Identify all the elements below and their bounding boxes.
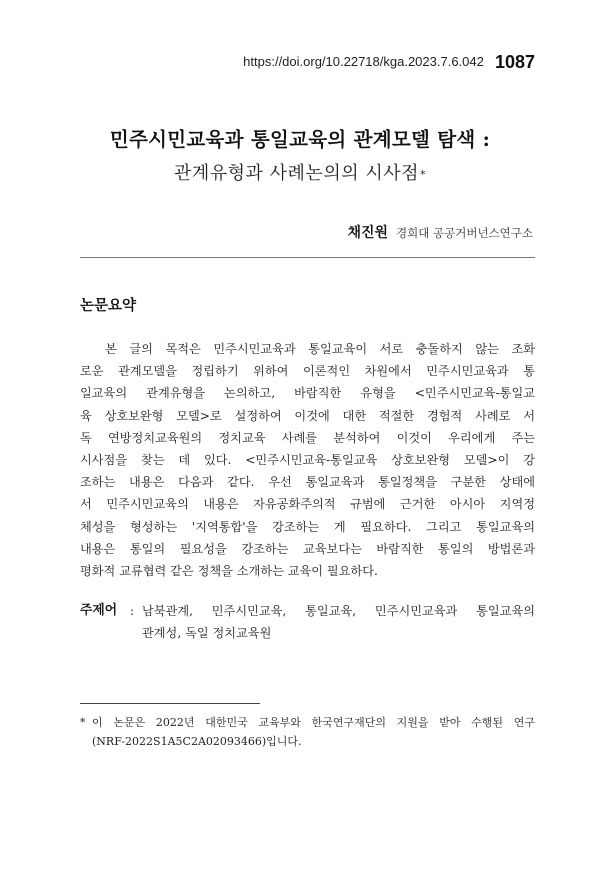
title-footnote-marker: * [420, 168, 426, 181]
abstract-body [80, 338, 535, 582]
abstract-line: 일교육의 관계유형을 논의하고, 바람직한 유형을 <민주시민교육-통일교 [80, 386, 535, 401]
paper-subtitle [60, 159, 540, 185]
keywords-line: 관계성, 독일 정치교육원 [142, 626, 272, 640]
doi-link[interactable]: https://doi.org/10.22718/kga.2023.7.6.042 [243, 54, 484, 69]
abstract-line: 본 글의 목적은 민주시민교육과 통일교육이 서로 충돌하지 않는 조화 [80, 342, 535, 356]
abstract-line: 독 연방정치교육원의 정치교육 사례를 분석하여 이것이 우리에게 주는 [80, 430, 535, 445]
keywords-line: 남북관계, 민주시민교육, 통일교육, 민주시민교육과 통일교육의 [142, 604, 535, 618]
abstract-line: 평화적 교류협력 같은 정책을 소개하는 교육이 필요하다. [80, 563, 378, 578]
abstract-line: 조하는 내용은 다음과 같다. 우선 통일교육과 통일정책을 구분한 상태에 [80, 475, 535, 490]
header-divider [80, 257, 535, 258]
keywords-label: 주제어 [80, 603, 118, 618]
abstract-heading: 논문요약 [80, 298, 137, 314]
author-name: 채진원 [347, 225, 389, 241]
page-header [0, 52, 535, 73]
title-block [60, 124, 540, 185]
keywords-colon: : [130, 604, 135, 618]
abstract-line: 서 민주시민교육의 내용은 자유공화주의적 규범에 근거한 아시아 지역정 [80, 497, 535, 512]
footnote [80, 713, 535, 751]
abstract-line: 체성을 형성하는 '지역통합'을 강조하는 게 필요하다. 그리고 통일교육의 [80, 519, 535, 534]
paper-title: 민주시민교육과 통일교육의 관계모델 탐색 : [109, 128, 491, 151]
page-number: 1087 [494, 52, 535, 72]
keywords-list [142, 600, 535, 644]
abstract-line: 시사점을 찾는 데 있다. <민주시민교육-통일교육 상호보완형 모델>이 강 [80, 452, 535, 467]
footnote-line: (NRF-2022S1A5C2A02093466)입니다. [92, 735, 302, 748]
footnote-line: 이 논문은 2022년 대한민국 교육부와 한국연구재단의 지원을 받아 수행된 연구 [92, 716, 535, 729]
author-line [0, 222, 533, 242]
author-affiliation: 경희대 공공거버넌스연구소 [396, 226, 533, 240]
abstract-line: 로운 관계모델을 정립하기 위하여 이론적인 차원에서 민주시민교육과 통 [80, 364, 535, 379]
abstract-line: 육 상호보완형 모델>로 설정하여 이것에 대한 적절한 경험적 사례로 서 [80, 408, 535, 423]
footnote-body [92, 713, 535, 751]
abstract-line: 내용은 통일의 필요성을 강조하는 교육보다는 바람직한 통일의 방법론과 [80, 541, 535, 556]
paper-subtitle-text: 관계유형과 사례논의의 시사점 [174, 163, 419, 184]
footnote-marker: * [80, 716, 86, 729]
footnote-divider [80, 703, 260, 704]
